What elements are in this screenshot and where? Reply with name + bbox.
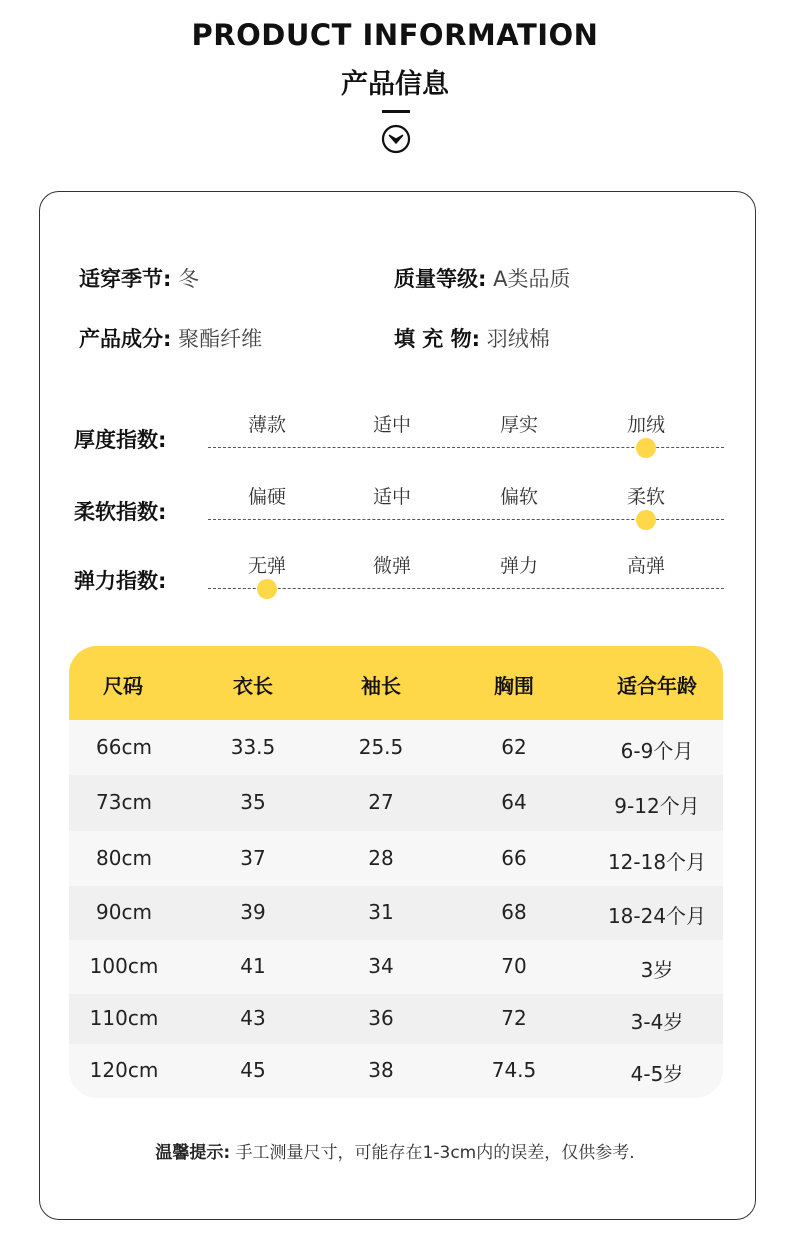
table-cell: 100cm xyxy=(89,954,159,978)
table-cell: 4-5岁 xyxy=(630,1062,684,1086)
table-row xyxy=(69,1044,723,1098)
attribute-value: 冬 xyxy=(178,267,200,291)
attribute-key: 质量等级: xyxy=(394,267,487,291)
attribute-value: 聚酯纤维 xyxy=(178,327,263,351)
table-row xyxy=(69,831,723,886)
index-option: 厚实 xyxy=(499,414,538,436)
table-cell: 9-12个月 xyxy=(614,794,700,818)
table-cell: 34 xyxy=(368,954,394,978)
table-row xyxy=(69,886,723,940)
table-cell: 36 xyxy=(368,1006,394,1030)
title-underline xyxy=(382,110,410,113)
index-option: 高弹 xyxy=(626,555,665,577)
size-table xyxy=(69,646,723,1098)
table-cell: 12-18个月 xyxy=(607,850,707,874)
header-chest: 胸围 xyxy=(494,674,534,698)
tip-label: 温馨提示: xyxy=(155,1143,231,1163)
attribute-value: A类品质 xyxy=(493,267,571,291)
table-cell: 43 xyxy=(240,1006,266,1030)
table-cell: 41 xyxy=(240,954,266,978)
header-length: 衣长 xyxy=(233,674,273,698)
chevron-down-circle-icon xyxy=(381,124,411,154)
attribute-key: 产品成分: xyxy=(79,327,172,351)
table-cell: 66cm xyxy=(96,735,152,759)
table-cell: 73cm xyxy=(96,790,152,814)
table-cell: 35 xyxy=(240,790,266,814)
table-cell: 110cm xyxy=(89,1006,159,1030)
index-option: 弹力 xyxy=(499,555,538,577)
table-row xyxy=(69,775,723,831)
header-size: 尺码 xyxy=(103,674,143,698)
page-title-cn: 产品信息 xyxy=(341,69,449,100)
table-cell: 37 xyxy=(240,846,266,870)
index-label: 柔软指数: xyxy=(74,500,167,524)
table-cell: 64 xyxy=(501,790,527,814)
attribute-filling xyxy=(394,323,550,353)
index-option: 无弹 xyxy=(247,555,286,577)
table-cell: 74.5 xyxy=(491,1058,537,1082)
index-option: 偏硬 xyxy=(247,486,286,508)
attribute-key: 适穿季节: xyxy=(79,267,172,291)
attribute-material xyxy=(79,323,262,353)
index-option: 加绒 xyxy=(626,414,665,436)
table-cell: 62 xyxy=(501,735,527,759)
index-option: 适中 xyxy=(372,486,411,508)
attribute-quality xyxy=(394,263,570,293)
attribute-season xyxy=(79,263,199,293)
index-scale-line xyxy=(208,588,724,589)
page-title-en: PRODUCT INFORMATION xyxy=(191,18,599,52)
measurement-tip xyxy=(0,1138,790,1163)
header-sleeve: 袖长 xyxy=(361,674,401,698)
index-label: 弹力指数: xyxy=(74,569,167,593)
header-age: 适合年龄 xyxy=(617,674,697,698)
index-selected-marker xyxy=(257,579,277,599)
table-cell: 27 xyxy=(368,790,394,814)
index-option: 柔软 xyxy=(626,486,665,508)
table-cell: 18-24个月 xyxy=(607,904,707,928)
table-cell: 25.5 xyxy=(358,735,404,759)
table-cell: 45 xyxy=(240,1058,266,1082)
index-label: 厚度指数: xyxy=(74,428,167,452)
table-cell: 3-4岁 xyxy=(630,1010,684,1034)
size-table-header xyxy=(69,646,723,720)
table-cell: 31 xyxy=(368,900,394,924)
table-row xyxy=(69,940,723,994)
index-selected-marker xyxy=(636,510,656,530)
table-row xyxy=(69,720,723,775)
attribute-key: 填 充 物: xyxy=(394,327,481,351)
table-cell: 39 xyxy=(240,900,266,924)
index-option: 偏软 xyxy=(499,486,538,508)
table-row xyxy=(69,994,723,1044)
attribute-value: 羽绒棉 xyxy=(486,327,550,351)
table-cell: 80cm xyxy=(96,846,152,870)
table-cell: 3岁 xyxy=(640,958,674,982)
table-cell: 68 xyxy=(501,900,527,924)
table-cell: 38 xyxy=(368,1058,394,1082)
table-cell: 72 xyxy=(501,1006,527,1030)
table-cell: 6-9个月 xyxy=(620,739,694,763)
index-option: 薄款 xyxy=(247,414,286,436)
index-selected-marker xyxy=(636,438,656,458)
index-option: 适中 xyxy=(372,414,411,436)
table-cell: 33.5 xyxy=(230,735,276,759)
table-cell: 90cm xyxy=(96,900,152,924)
table-cell: 70 xyxy=(501,954,527,978)
table-cell: 66 xyxy=(501,846,527,870)
table-cell: 120cm xyxy=(89,1058,159,1082)
tip-text: 手工测量尺寸，可能存在1-3cm内的误差，仅供参考. xyxy=(235,1143,635,1163)
table-cell: 28 xyxy=(368,846,394,870)
index-option: 微弹 xyxy=(372,555,411,577)
